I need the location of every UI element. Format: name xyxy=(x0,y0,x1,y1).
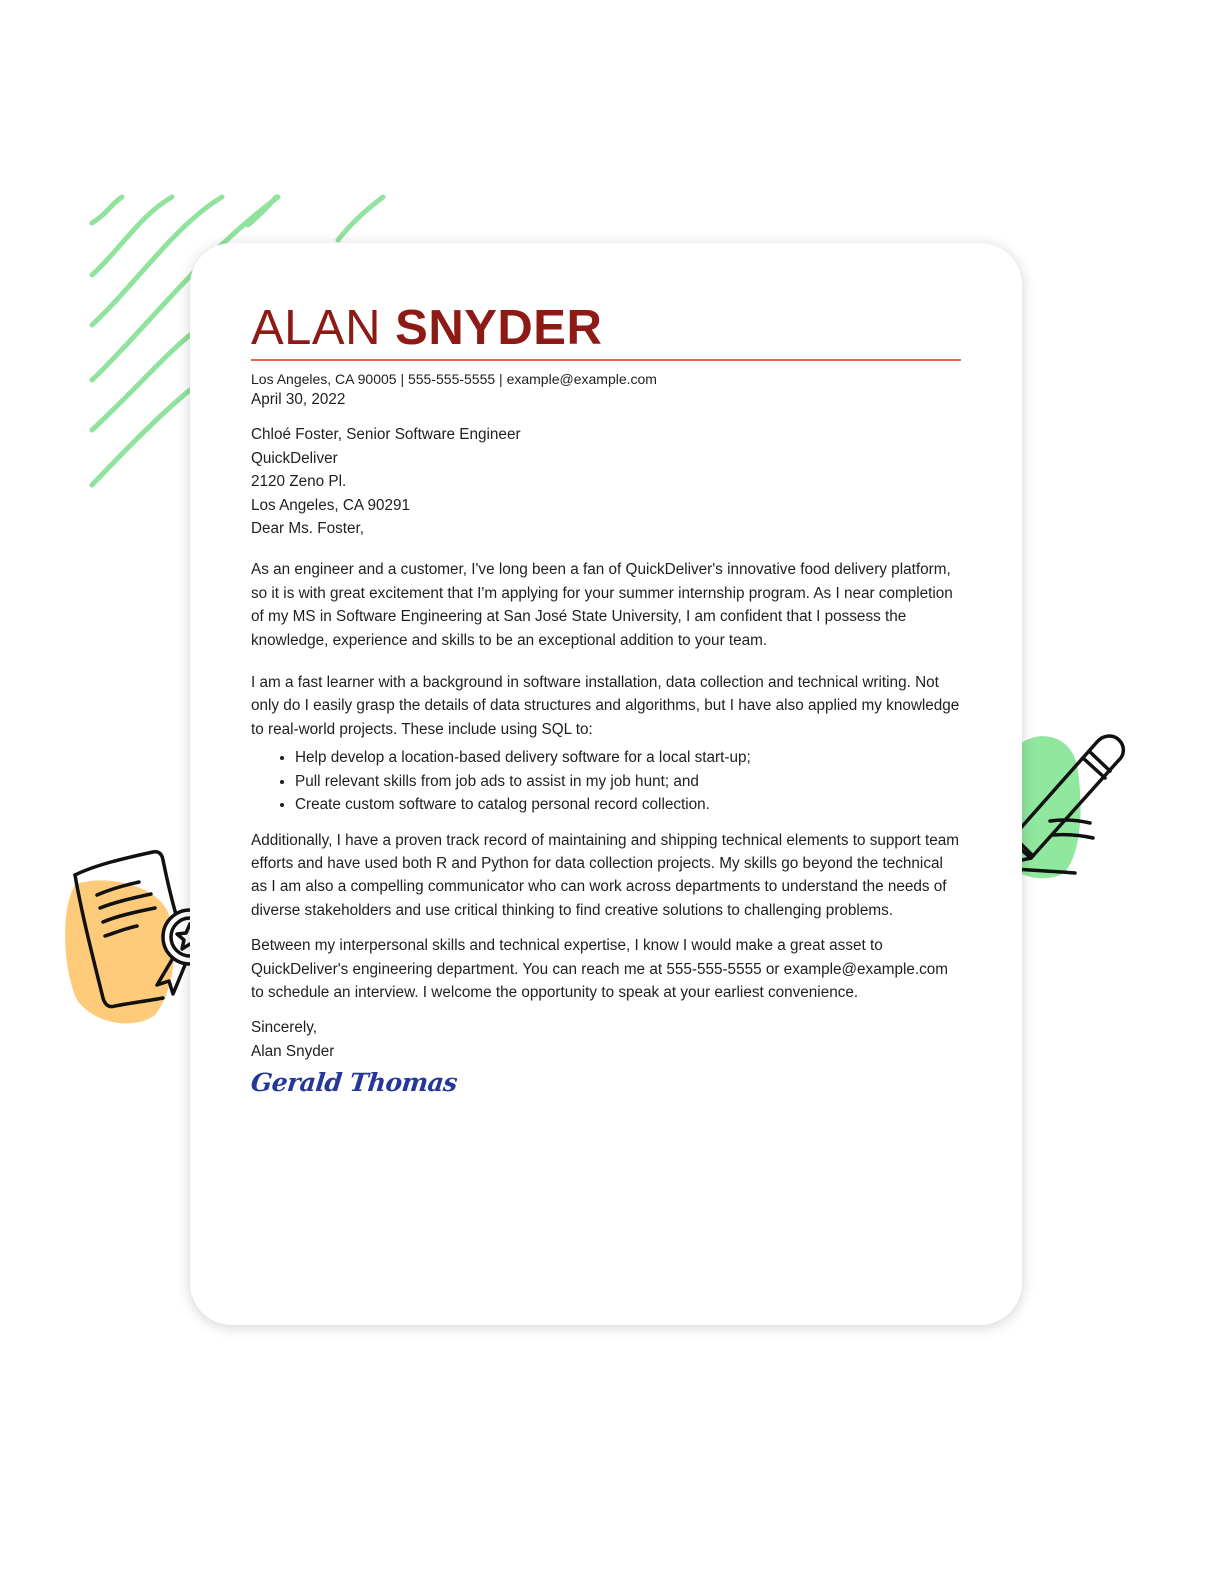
valediction: Sincerely, xyxy=(251,1019,318,1037)
salutation: Dear Ms. Foster, xyxy=(251,520,365,538)
recipient-city: Los Angeles, CA 90291 xyxy=(251,496,411,514)
recipient-name: Chloé Foster, Senior Software Engineer xyxy=(251,426,521,444)
last-name: SNYDER xyxy=(395,301,603,355)
paragraph-skills: I am a fast learner with a background in software installation, data collection and technical writing. Not only do I easily grasp the details of data structures and algorithms, but I have also applied my knowledge to real-world projects. These include using SQL to: xyxy=(251,674,960,738)
first-name: ALAN xyxy=(251,301,382,355)
letter-date: April 30, 2022 xyxy=(251,391,346,408)
list-item: • Help develop a location-based delivery software for a local start-up; xyxy=(295,746,961,769)
contact-info: Los Angeles, CA 90005 | 555-555-5555 | example@example.com xyxy=(251,371,657,387)
signer-name: Alan Snyder xyxy=(251,1042,335,1060)
closing-block xyxy=(251,1016,961,1063)
applicant-name xyxy=(251,299,961,357)
recipient-company: QuickDeliver xyxy=(251,449,338,467)
list-item: • Pull relevant skills from job ads to assist in my job hunt; and xyxy=(295,770,961,793)
project-list xyxy=(251,746,961,816)
list-item: • Create custom software to catalog personal record collection. xyxy=(295,793,961,816)
cover-letter-page xyxy=(190,243,1022,1325)
header-divider xyxy=(251,359,961,361)
paragraph-experience: Additionally, I have a proven track record of maintaining and shipping technical elements to support team efforts and have used both R and Python for data collection projects. My skills go beyond the technical as I am also a compelling communicator who can work across departments to understand the needs of diverse stakeholders and use critical thinking to find creative solutions to challenging problems. xyxy=(251,831,960,919)
paragraph-closing: Between my interpersonal skills and technical expertise, I know I would make a great asset to QuickDeliver's engineering department. You can reach me at 555-555-5555 or example@example.com to schedule an interview. I welcome the opportunity to speak at your earliest convenience. xyxy=(251,937,949,1001)
recipient-street: 2120 Zeno Pl. xyxy=(251,473,347,491)
paragraph-intro: As an engineer and a customer, I've long been a fan of QuickDeliver's innovative food delivery platform, so it is with great excitement that I'm applying for your summer internship program. As I near completion of my MS in Software Engineering at San José State University, I am confident that I possess the knowledge, experience and skills to be an exceptional addition to your team. xyxy=(251,561,953,649)
handwritten-signature: Gerald Thomas xyxy=(249,1068,459,1098)
letter-body xyxy=(249,388,961,1098)
recipient-address xyxy=(251,423,961,517)
